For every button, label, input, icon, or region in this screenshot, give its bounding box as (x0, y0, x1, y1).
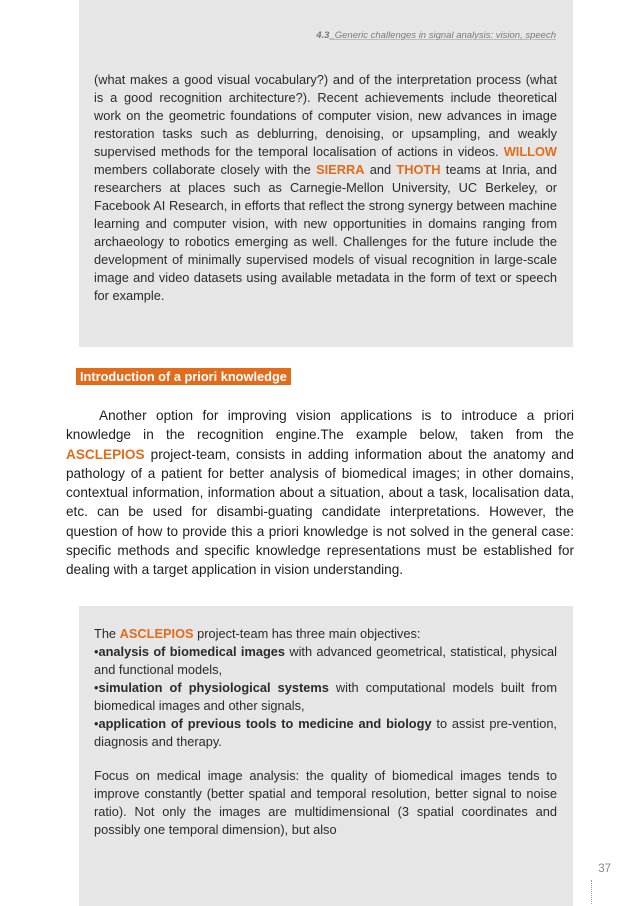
team-name-willow: WILLOW (503, 144, 557, 159)
team-name-thoth: THOTH (396, 162, 441, 177)
team-name-sierra: SIERRA (316, 162, 365, 177)
intro-paragraph (66, 406, 574, 580)
text-span: members collaborate closely with the (94, 162, 317, 177)
objectives-paragraph (94, 625, 557, 751)
bullet: • (94, 644, 99, 659)
focus-paragraph: Focus on medical image analysis: the quality of biomedical images tends to improve constantly (better spatial and temporal resolution, better signal to noise ratio). Not only the images are multidimensional (3 spatial coordinates and possibly one temporal dimension), but also (94, 768, 557, 837)
text-span: Another option for improving vision applications is to introduce a priori knowledge in the recognition engine.The example below, taken from the (66, 408, 574, 443)
willow-paragraph (94, 71, 557, 305)
team-name-asclepios: ASCLEPIOS (66, 446, 145, 462)
text-span: and (364, 162, 397, 177)
bullet: • (94, 716, 99, 731)
team-name-asclepios: ASCLEPIOS (119, 626, 194, 641)
text-span: (what makes a good visual vocabulary?) and of the interpretation process (what is a good recognition architecture?). Recent achievements include theoretical work on the geometric foundations of computer vision, new advances in image restoration tasks such as deblurring, denoising, or upsampling, and weakly supervised methods for the temporal localisation of actions in videos. (94, 72, 557, 159)
running-header (79, 30, 556, 41)
highlight-box-willow (79, 0, 573, 347)
text-span: project-team has three main objectives: (193, 626, 421, 641)
page-number: 37 (598, 863, 611, 875)
objective-1-title: analysis of biomedical images (98, 644, 285, 659)
page-number-divider (591, 880, 592, 904)
objective-2-text: with computational models built from biomedical images and other signals, (94, 680, 557, 713)
bullet: • (94, 680, 99, 695)
highlight-box-asclepios (79, 606, 573, 906)
section-heading: Introduction of a priori knowledge (76, 368, 291, 385)
section-number: 4.3 (316, 30, 330, 41)
section-title: _Generic challenges in signal analysis: vision, speech (329, 30, 556, 41)
objective-1-text: with advanced geometrical, statistical, physical and functional models, (94, 644, 557, 677)
objective-2-title: simulation of physiological systems (98, 680, 329, 695)
text-span: The (94, 626, 120, 641)
objective-3-title: application of previous tools to medicine and biology (98, 716, 432, 731)
text-span: teams at Inria, and researchers at places such as Carnegie-Mellon University, UC Berkeley, or Facebook AI Research, in efforts that reflect the strong synergy between machine learning and computer vision, with new opportunities in domains ranging from archaeology to robotics emerging as well. Challenges for the future include the development of minimally supervised models of visual recognition in large-scale image and video datasets using available metadata in the form of text or speech for example. (94, 162, 557, 303)
objective-3-text: to assist pre-vention, diagnosis and therapy. (94, 716, 557, 749)
text-span: project-team, consists in adding information about the anatomy and pathology of a patient for better analysis of biomedical images; in other domains, contextual information, information about a situation, about a task, localisation data, etc. can be used for disambi-guating candidate interpretations. However, the question of how to provide this a priori knowledge is not solved in the general case: specific methods and specific knowledge representations must be established for dealing with a target application in vision understanding. (66, 446, 574, 578)
